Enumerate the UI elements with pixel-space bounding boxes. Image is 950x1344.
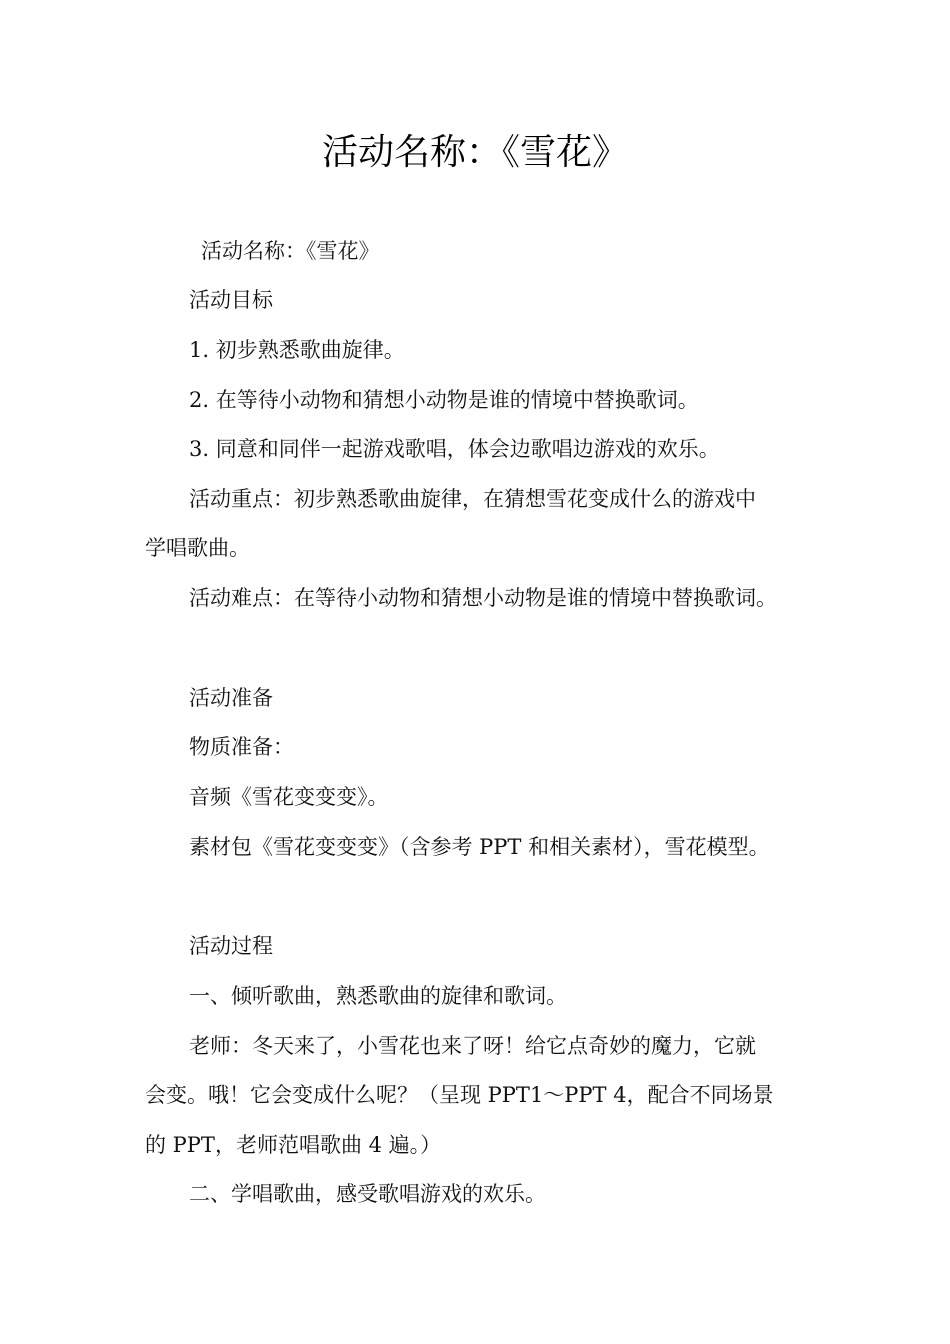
teacher-line-1: 老师：冬天来了，小雪花也来了呀！给它点奇妙的魔力，它就 [189, 1034, 756, 1058]
goals-heading: 活动目标 [189, 288, 273, 312]
teacher-line-3: 的 PPT，老师范唱歌曲 4 遍。） [145, 1133, 442, 1157]
process-heading: 活动过程 [189, 934, 273, 958]
step-1-heading: 一、倾听歌曲，熟悉歌曲的旋律和歌词。 [189, 984, 567, 1008]
key-point-line: 活动重点：初步熟悉歌曲旋律，在猜想雪花变成什么的游戏中 [189, 487, 756, 511]
preparation-heading: 活动准备 [189, 686, 273, 710]
goal-item-2: 2. 在等待小动物和猜想小动物是谁的情境中替换歌词。 [189, 388, 699, 412]
material-pack-item: 素材包《雪花变变变》（含参考 PPT 和相关素材），雪花模型。 [189, 835, 770, 859]
document-title: 活动名称：《雪花》 [321, 132, 628, 173]
difficulty-line: 活动难点：在等待小动物和猜想小动物是谁的情境中替换歌词。 [189, 586, 777, 610]
material-preparation-label: 物质准备： [189, 735, 294, 759]
goal-item-3: 3. 同意和同伴一起游戏歌唱，体会边歌唱边游戏的欢乐。 [189, 437, 720, 461]
step-2-heading: 二、学唱歌曲，感受歌唱游戏的欢乐。 [189, 1182, 546, 1206]
teacher-line-2: 会变。哦！它会变成什么呢？（呈现 PPT1～PPT 4，配合不同场景 [145, 1083, 774, 1107]
goal-item-1: 1. 初步熟悉歌曲旋律。 [189, 338, 405, 362]
audio-item: 音频《雪花变变变》。 [189, 785, 389, 809]
key-point-continuation: 学唱歌曲。 [145, 536, 250, 560]
activity-name-line: 活动名称：《雪花》 [201, 239, 380, 263]
